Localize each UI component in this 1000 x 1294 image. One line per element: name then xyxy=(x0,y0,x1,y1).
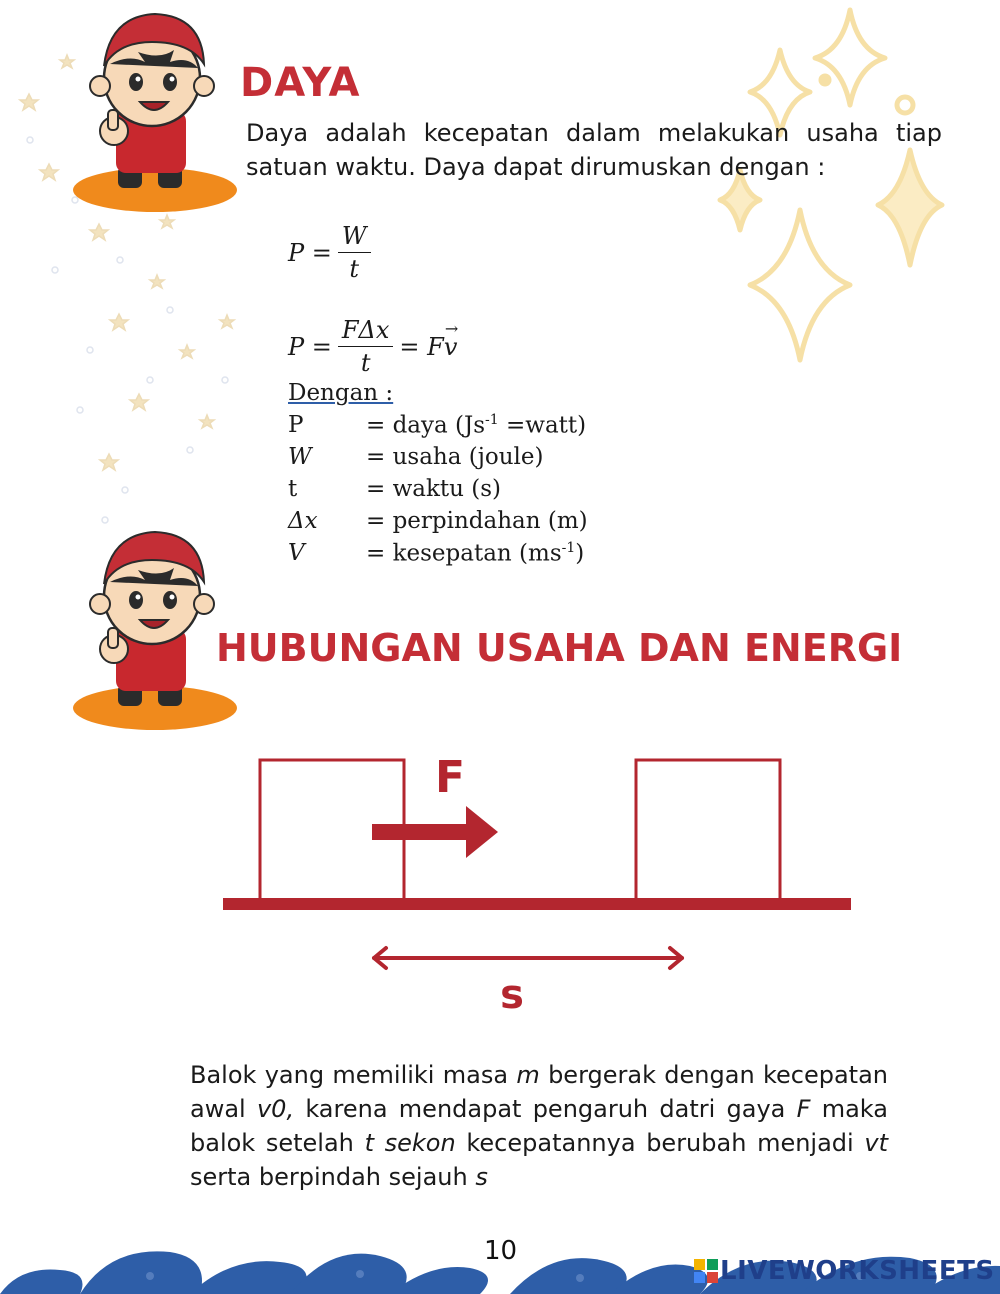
definitions-title: Dengan : xyxy=(288,380,394,406)
distance-label: s xyxy=(500,972,524,1018)
paragraph-segment: vt xyxy=(864,1129,889,1157)
definition-description: = perpindahan (m) xyxy=(366,508,588,534)
liveworksheets-logo-icon xyxy=(694,1259,718,1283)
formula1-fraction xyxy=(338,222,371,283)
section-title-hubungan: HUBUNGAN USAHA DAN ENERGI xyxy=(216,626,903,670)
formula2-velocity-vector xyxy=(443,318,459,361)
definition-description: = daya ($Js^{-1}$ =watt) xyxy=(366,412,587,439)
paragraph-segment: kecepatannya berubah menjadi xyxy=(455,1129,865,1157)
definition-symbol: V xyxy=(288,540,305,566)
paragraph-segment: t sekon xyxy=(364,1129,456,1157)
formula2-fraction xyxy=(338,316,394,377)
formula2-rhs: = F xyxy=(399,332,444,361)
formula1-lhs: P = xyxy=(288,238,332,267)
formula2-denominator: t xyxy=(360,349,371,377)
definition-symbol: W xyxy=(288,444,312,470)
paragraph-segment: m xyxy=(516,1061,540,1089)
formula2-numerator: FΔx xyxy=(338,316,394,347)
hubungan-paragraph xyxy=(190,1058,888,1194)
definition-symbol: Δx xyxy=(288,508,318,534)
paragraph-segment: serta berpindah sejauh xyxy=(190,1163,476,1191)
formula1-denominator: t xyxy=(349,255,360,283)
formula2-lhs: P = xyxy=(288,332,332,361)
distance-double-arrow-icon xyxy=(374,948,682,968)
formula-power-work-time xyxy=(288,222,377,283)
definition-description: = kesepatan $(ms^{-1})$ xyxy=(366,540,585,567)
mascot-thumbs-up-icon xyxy=(70,6,240,214)
liveworksheets-logo xyxy=(694,1256,995,1286)
paragraph-segment: s xyxy=(475,1163,488,1191)
definitions-list xyxy=(288,380,608,580)
work-energy-diagram xyxy=(220,750,860,1020)
paragraph-segment: bergerak dengan kecepatan awal xyxy=(190,1061,888,1123)
paragraph-segment: Balok yang memiliki masa xyxy=(190,1061,517,1089)
definition-description: = waktu (s) xyxy=(366,476,502,502)
formula2-vec-symbol: v xyxy=(443,332,458,361)
definition-symbol: P xyxy=(288,412,304,438)
sparkle-decoration-icon xyxy=(680,0,980,380)
section-title-daya: DAYA xyxy=(240,60,361,106)
formula1-numerator: W xyxy=(338,222,371,253)
formula-power-force-velocity xyxy=(288,316,457,377)
definition-symbol: t xyxy=(288,476,298,502)
brand-name: LIVEWORKSHEETS xyxy=(720,1256,995,1286)
force-arrow-icon xyxy=(372,806,498,858)
vector-arrow-icon: → xyxy=(444,318,459,338)
paragraph-segment: F xyxy=(796,1095,811,1123)
block-final xyxy=(636,760,780,900)
ground-line xyxy=(223,898,851,910)
page-number: 10 xyxy=(484,1236,518,1266)
paragraph-segment: maka balok setelah xyxy=(190,1095,888,1157)
mascot-thumbs-up-icon xyxy=(70,524,240,732)
daya-intro-text: Daya adalah kecepatan dalam melakukan usaha tiap satuan waktu. Daya dapat dirumuskan dengan : xyxy=(246,119,942,181)
paragraph-segment: karena mendapat pengaruh datri gaya xyxy=(294,1095,797,1123)
force-label: F xyxy=(434,752,466,803)
paragraph-segment: v0, xyxy=(256,1095,295,1123)
definition-description: = usaha (joule) xyxy=(366,444,544,470)
